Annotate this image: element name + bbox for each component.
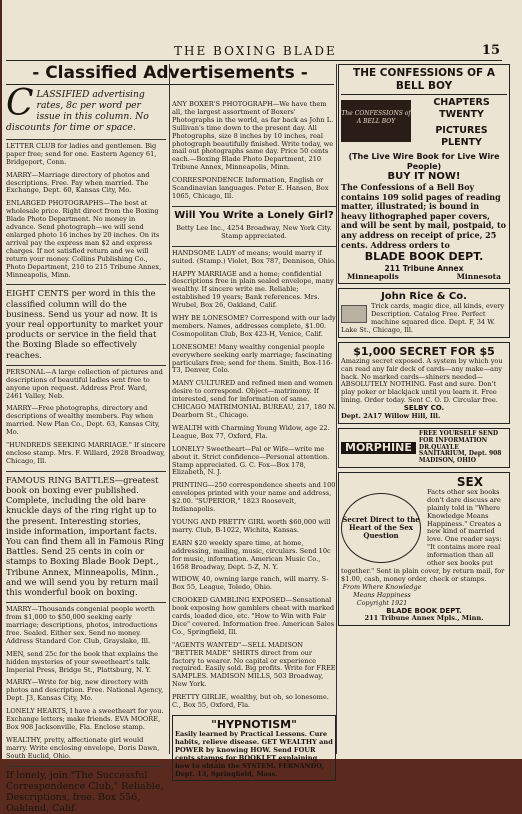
tribune-annex: 211 Tribune Annex	[384, 264, 464, 274]
ad-item: "HUNDREDS SEEKING MARRIAGE." If sincere enclose stamp. Mrs. F. Willard, 2928 Broadway, Chicago, Ill.	[6, 441, 166, 465]
ad-item: LONESOME! Many wealthy congenial people everywhere seeking early marriage; fascinating particulars free; send for them. Smith, Box-116-T3, Denver, Colo.	[172, 342, 333, 375]
separator	[172, 246, 336, 247]
heart-seal-image: Secret Direct to the Heart of the Sex Question	[341, 493, 421, 563]
ad-item: PERSONAL—A large collection of pictures and descriptions of beautiful ladies sent free to anyone upon request. Address Prof. Ward, 2461 Valley, Neb.	[6, 367, 163, 400]
ad-item: MARRY—Write for big, new directory with photos and description. Free. National Agency, Dept. J3, Kansas City, Mo.	[6, 678, 164, 703]
ad-item: MANY CULTURED and refined men and women desire to correspond. Object—matrimony. If interested, send for information of same. CHICAGO MATRIMONIAL BUREAU, 217, 180 N. Dearborn St., Chicago.	[172, 379, 336, 419]
famous-ring-battles-ad: FAMOUS RING BATTLES—greatest book on boxing ever published. Complete, including the old bare knuckle days of the ring right up to the present. Interesting stories, inside information, important facts. You can find them all in Famous Ring Battles. Send 25 cents in coin or stamps to Boxing Blade Book Dept., Tribune Annex, Minneapolis, Minn., and we will send you by return mail this wonderful book on boxing.	[6, 474, 165, 598]
sex-footer: BLADE BOOK DEPT.	[386, 606, 462, 615]
john-rice-body: Trick cards, magic dice, all kinds, every Description. Catalog Free. Perfect machine squared dice. Dept. F, 34 W. Lake St., Chicago, Ill.	[341, 302, 505, 334]
ad-item: MEN, send 25c for the book that explains the hidden mysteries of your sweetheart's talk. Imperial Press, Bridge St., Plattsburg, N. Y.	[6, 649, 159, 674]
ad-item: MARRY—Thousands congenial people worth from $1,000 to $50,000 seeking early marriage; descriptions, photos, introductions free. Sealed. Either sex. Send no money. Address Standard Cor. Club, Grayslake, Ill.	[6, 605, 158, 645]
ad-item: "AGENTS WANTED"—SELL MADISON "BETTER MADE" SHIRTS direct from our factory to wearer. No capital or experience required. Easily sold. Big profits. Write for FREE SAMPLES. MADISON MILLS, 503 Broadway, New York.	[172, 640, 336, 689]
ad-item: LONELY HEARTS, I have a sweetheart for you. Exchange letters; make friends. EVA MOORE, Box 908 Jacksonville, Fla. Enclose stamp.	[6, 707, 164, 732]
bell-boy-title: THE CONFESSIONS OF A BELL BOY	[341, 67, 507, 95]
john-rice-ad	[338, 288, 510, 338]
morphine-logo: MORPHINE	[341, 442, 416, 454]
separator	[172, 206, 336, 207]
blade-book-dept: BLADE BOOK DEPT.	[364, 250, 484, 264]
ad-item: CROOKED GAMBLING EXPOSED—Sensational book exposing how gamblers cheat with marked cards, loaded dice, etc. "How to Win with Fair Dice" covered. Information free. American Sales Co., Springfield, Ill.	[172, 596, 335, 636]
separator	[6, 471, 166, 472]
lonely-girl-sub: Betty Lee Inc., 4254 Broadway, New York City. Stamp appreciated.	[176, 223, 332, 240]
column-right	[338, 64, 510, 754]
ad-item: PRETTY GIRLIE, wealthy, but oh, so lonesome. C., Box 55, Oxford, Fla.	[172, 693, 329, 710]
ad-item: WEALTH with Charming Young Widow, age 22. League, Box 77, Oxford, Fla.	[172, 423, 330, 440]
secret-body: Amazing secret exposed. A system by which you can read any fair deck of cards—any make—any back. No marked cards—shiners needed—ABSOLUTELY NOTHING. Fast and sure. Don't play poker or blackjack until you learn it. Free lining. Order today. Sent C. O. D. Circular free.	[341, 356, 503, 405]
ad-item: HANDSOME LADY of means; would marry if suited. (Stamp.) Violet, Box 787, Dennison, Ohio.	[172, 248, 336, 265]
chapters-label: CHAPTERS	[433, 97, 490, 108]
correspondence-club-ad: If lonely, join "The Successful Correspondence Club," Reliable, Descriptions, free. Box 556, Oakland, Calif.	[6, 769, 164, 814]
ad-item: WHY BE LONESOME? Correspond with our lady members. Names, addresses complete, $1.00. Cosmopolitan Club, Box 423-H, Venice, Calif.	[172, 314, 336, 338]
plenty-label: PLENTY	[441, 137, 482, 148]
pictures-label: PICTURES	[435, 125, 488, 136]
ad-item: MARRY—Marriage directory of photos and descriptions. Free. Pay when married. The Exchange, Dept. 60, Kansas City, Mo.	[6, 170, 150, 195]
page-number: 15	[481, 43, 500, 58]
selby: SELBY CO.	[403, 404, 445, 413]
sex-book-ad	[338, 472, 510, 626]
drop-cap: C	[6, 82, 34, 124]
hypnotism-ad	[172, 715, 336, 781]
twenty-label: TWENTY	[439, 109, 484, 120]
ad-item: MARRY—Free photographs, directory and descriptions of wealthy members. Pay when married. New Plan Co., Dept. 63, Kansas City, Mo.	[6, 404, 160, 437]
separator	[6, 139, 166, 140]
column-divider	[169, 64, 170, 754]
bell-boy-body: The Confessions of a Bell Boy contains 109 solid pages of reading matter, illustrated; is bound in heavy lithographed paper covers, and will be sent by mail, postpaid, to any address on receipt of price, 25 cents. Address orders to	[341, 182, 506, 250]
dice-image	[341, 305, 367, 323]
bell-boy-ad	[338, 64, 510, 284]
separator	[6, 602, 166, 603]
morphine-text: FREE YOURSELF SEND FOR INFORMATION DR.QUAYLE SANITARIUM, Dept. 908 MADISON, OHIO	[418, 429, 502, 465]
rates-text: LASSIFIED advertising rates, 8c per word per issue in this column. No discounts for time or space.	[6, 88, 149, 133]
separator	[6, 766, 166, 767]
state: Minnesota	[456, 272, 501, 282]
lonely-girl-heading: Will You Write a Lonely Girl?	[174, 209, 334, 221]
rates-intro	[6, 82, 166, 133]
ad-item: ANY BOXER'S PHOTOGRAPH—We have them all, the largest assortment of Boxers' Photographs in the world, as far back as John L. Sullivan's time down to the present day. All Photographs, size 8 inches by 10 inches, real photograph beautifully finished. Write today, we mail out photographs same day. Price 50 cents each.—Boxing Blade Photo Department, 210 Tribune Annex, Minneapolis, Minn.	[172, 100, 334, 172]
eight-cents-ad: EIGHT CENTS per word in this the classified column will do the business. Send us your ad now. It is your real opportunity to market your products or service in the field that the Boxing Blade so effectively reaches.	[6, 288, 163, 360]
john-rice-title: John Rice & Co.	[381, 291, 467, 303]
separator	[6, 365, 166, 366]
secret-title: $1,000 SECRET FOR $5	[353, 344, 495, 358]
column-divider	[336, 64, 337, 754]
ad-item: LONELY? Sweetheart—Pal or Wife—write me about it. Strict confidence—Personal attention. Stamp appreciated. G. C. Fox—Box 178, Elizabeth, N. J.	[172, 444, 330, 477]
selby-address: Dept. 2A17 Willow Hill, Ill.	[341, 412, 441, 421]
sex-footer-address: 211 Tribune Annex Mpls., Minn.	[364, 614, 484, 623]
morphine-ad	[338, 428, 510, 468]
bell-boy-subtitle: (The Live Wire Book for Live Wire People)	[348, 152, 500, 171]
from-caption: From Where Knowledge Means Happiness Copyright 1921	[342, 582, 422, 607]
sex-body: Facts other sex books don't dare discuss are plainly told in "Where Knowledge Means Happiness." Creates a new kind of married love. One reader says: "It contains more real information than all other sex books put together." Sent in plain cover, by return mail, for $1.00, cash, money order, check or stamps.	[341, 487, 505, 583]
ad-item: YOUNG AND PRETTY GIRL worth $60,000 will marry. Club, B-1022, Wichita, Kansas.	[172, 517, 331, 534]
ad-item: WIDOW, 40, owning large ranch, will marry. S-Box 55, League, Toledo, Ohio.	[172, 575, 329, 592]
ad-item: CORRESPONDENCE Information, English or Scandinavian languages. Peter E. Hansen, Box 1065, Chicago, Ill.	[172, 176, 329, 200]
hypnotism-body: Easily learned by Practical Lessons. Cure habits, relieve disease. GET WEALTHY and POWER by knowing HOW. Send FOUR cents stamps for BOOKLET explaining how to obtain the SYSTEM. FERNANDO, Dept. 13, Springfield, Mass.	[175, 730, 333, 778]
ad-item: PRINTING—250 correspondence sheets and 100 envelopes printed with your name and address, $2.00. "SUPERIOR," 1823 Roosevelt, Indianapolis.	[172, 481, 336, 514]
ad-item: ENLARGED PHOTOGRAPHS—The best at wholesale price. Right direct from the Boxing Blade Photo Department. No money in advance. Send photograph—we will send enlarged photo 16 inches by 20 inches. On its arrival pay the express man $2 and express charges. If not satisfied return and we will return your money. Collins Publishing Co., Photo Department, 210 to 215 Tribune Annex, Minneapolis, Minn.	[6, 199, 162, 279]
ad-item: WEALTHY, pretty, affectionate girl would marry. Write enclosing envelope, Doris Dawn, South Euclid, Ohio.	[6, 735, 160, 760]
header-rule	[6, 60, 502, 61]
classified-banner: - Classified Advertisements -	[6, 64, 334, 85]
separator	[6, 284, 166, 285]
secret-ad	[338, 342, 510, 424]
ad-item: HAPPY MARRIAGE and a home; confidential descriptions free in plain sealed envelope, many wealthy. If sincere write me. Reliable; established 19 years; Bank references. Mrs. Wrubel, Box 26, Oakland, Calif.	[172, 269, 334, 310]
magazine-title: THE BOXING BLADE	[174, 44, 337, 58]
ad-item: EARN $20 weekly spare time, at home, addressing, mailing, music, circulars. Send 10c for music, information. American Music Co., 1658 Broadway, Dept. 5-Z, N. Y.	[172, 538, 331, 571]
column-middle	[172, 98, 336, 778]
hypnotism-title: "HYPNOTISM"	[211, 718, 297, 731]
sex-title: SEX	[456, 474, 483, 489]
city: Minneapolis	[347, 272, 399, 282]
buy-now: BUY IT NOW!	[387, 171, 461, 182]
book-cover-image: The CONFESSIONS of A BELL BOY	[341, 100, 411, 142]
page-header	[6, 40, 520, 62]
ad-item: LETTER CLUB for ladies and gentlemen. Big paper free; send for one. Eastern Agency 61, Bridgeport, Conn.	[6, 141, 157, 166]
